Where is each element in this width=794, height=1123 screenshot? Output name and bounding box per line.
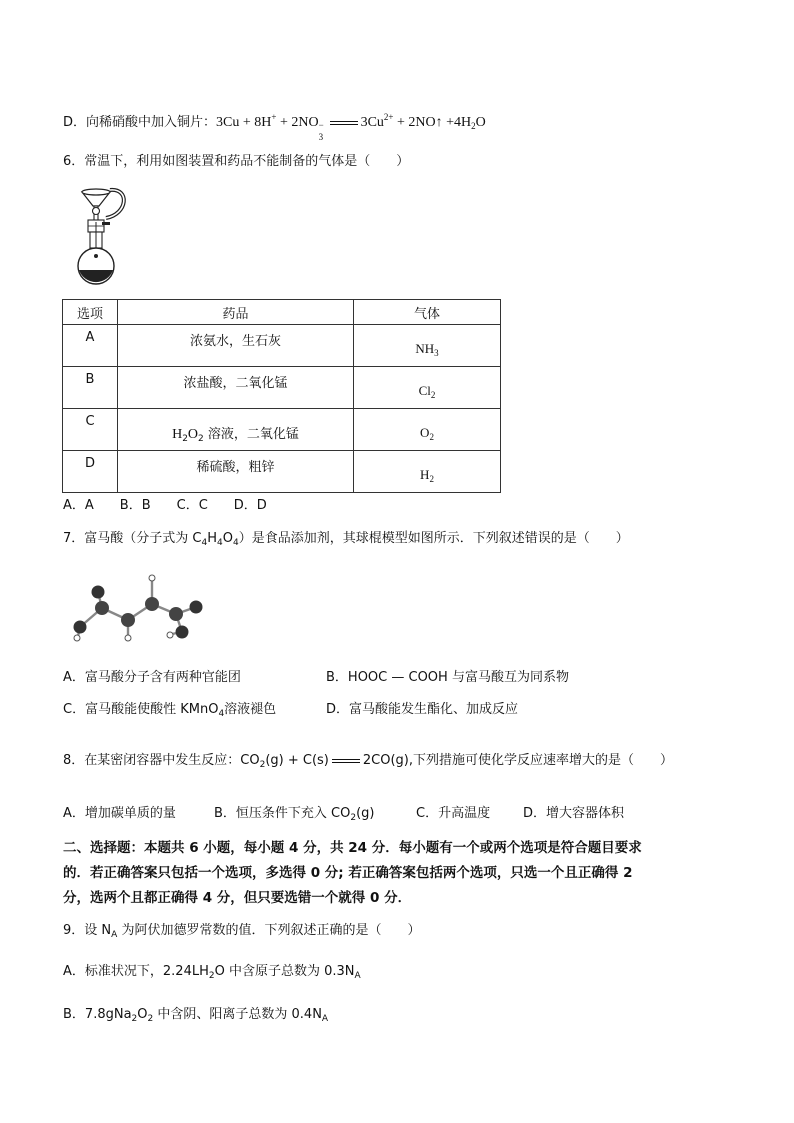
q9-b-mid: O [137, 1007, 148, 1022]
gas-sub: 2 [429, 474, 434, 484]
q7-stem [63, 530, 629, 552]
q9-stem-post: 为阿伏加德罗常数的值．下列叙述正确的是（ ） [117, 923, 421, 938]
q7-stem-pre: 7．富马酸（分子式为 C [63, 531, 202, 546]
q8-stem-post: ,下列措施可使化学反应速率增大的是（ ） [408, 753, 673, 768]
q7-option-d: D．富马酸能发生酯化、加成反应 [326, 702, 519, 717]
q5d-cu-sup: 2+ [383, 112, 394, 122]
q6-choices: A．A B．B C．C D．D [63, 498, 267, 513]
q5d-rhs1: 3Cu [360, 115, 384, 130]
q7-h: H [207, 531, 217, 546]
q8-mid: (g) + C(s) [265, 753, 329, 768]
section2-instructions-line1: 二、选择题：本题共 6 小题，每小题 4 分，共 24 分．每小题有一个或两个选项是符合题目要求 [63, 840, 642, 856]
table-row [63, 451, 501, 493]
equals-sign [330, 121, 358, 125]
q9-a-mid: O 中含原子总数为 0.3N [214, 964, 355, 979]
q7-c-post: 溶液褪色 [224, 702, 277, 717]
reagent-o: O [187, 427, 199, 442]
q5d-rhs2: + 2NO↑ +4H [393, 115, 472, 130]
header-reagent: 药品 [118, 300, 354, 325]
q5d-mid: + 2NO [276, 115, 319, 130]
q8-option-a: A．增加碳单质的量 [63, 806, 176, 821]
row-reagent: 稀硫酸，粗锌 [118, 451, 354, 493]
q5d-equation [216, 112, 486, 142]
q7-sub-h: 4 [217, 538, 223, 548]
row-option: C [63, 409, 118, 451]
reagent-post: 溶液，二氧化锰 [207, 427, 299, 442]
q5-option-d [63, 108, 486, 142]
row-option: D [63, 451, 118, 493]
q5d-lhs: 3Cu + 8H [216, 115, 272, 130]
gas-formula: O [420, 425, 430, 440]
q9-stem-pre: 9．设 N [63, 923, 112, 938]
q5d-no3-sup: − [318, 120, 324, 130]
fumaric-acid-ball-stick-model-image [68, 572, 218, 642]
q8-stem [63, 752, 673, 774]
gas-generator-apparatus-image [70, 184, 130, 288]
q7-option-c [63, 701, 276, 723]
q5d-h2o-sub: 2 [471, 121, 476, 131]
table-row [63, 325, 501, 367]
q8-b-pre: B．恒压条件下充入 CO [214, 806, 351, 821]
gas-sub: 2 [429, 432, 434, 442]
section2-instructions-line2: 的．若正确答案只包括一个选项，多选得 0 分; 若正确答案包括两个选项，只选一个且正确得 2 [63, 865, 633, 881]
q6-stem: 6．常温下，利用如图装置和药品不能制备的气体是（ ） [63, 154, 410, 169]
row-gas [354, 409, 501, 451]
q7-c-sub: 4 [218, 709, 225, 719]
q9-a-sub: 2 [208, 971, 215, 981]
q9-b-sub: 2 [131, 1014, 138, 1024]
q5d-h-sup: + [271, 112, 277, 122]
q9-a-sub2: A [354, 971, 361, 981]
row-option: A [63, 325, 118, 367]
table-row [63, 409, 501, 451]
header-gas: 气体 [354, 300, 501, 325]
q9-option-a [63, 963, 361, 985]
row-option: B [63, 367, 118, 409]
q8-b-post: (g) [356, 806, 375, 821]
q9-na-sub: A [111, 930, 118, 940]
row-gas [354, 367, 501, 409]
row-gas [354, 451, 501, 493]
q9-option-b [63, 1006, 328, 1028]
q5d-rhs3: O [475, 115, 486, 130]
q8-option-b [214, 805, 375, 827]
gas-sub: 3 [434, 348, 439, 358]
gas-formula: H [420, 467, 430, 482]
q7-o: O [222, 531, 233, 546]
table-header-row [63, 300, 501, 325]
q7-stem-post: ）是食品添加剂，其球棍模型如图所示．下列叙述错误的是（ ） [238, 531, 629, 546]
row-gas [354, 325, 501, 367]
q8-co2-sub: 2 [259, 760, 266, 770]
q7-c-pre: C．富马酸能使酸性 KMnO [63, 702, 219, 717]
q6-options-table [62, 299, 501, 493]
gas-formula: NH [415, 341, 435, 356]
reagent-sub2: 2 [198, 434, 204, 444]
q7-option-b: B．HOOC — COOH 与富马酸互为同系物 [326, 670, 569, 685]
q9-b-sub2: 2 [147, 1014, 154, 1024]
q5d-prefix: D．向稀硝酸中加入铜片： [63, 115, 217, 130]
q7-sub-o: 4 [232, 538, 239, 548]
row-reagent: 浓氨水，生石灰 [118, 325, 354, 367]
q9-stem [63, 922, 420, 944]
q8-b-sub: 2 [350, 813, 357, 823]
q7-option-a: A．富马酸分子含有两种官能团 [63, 670, 241, 685]
q8-rhs: 2CO(g) [362, 753, 409, 768]
equals-sign [332, 759, 360, 763]
row-reagent [118, 409, 354, 451]
q9-b-sub3: A [321, 1014, 329, 1024]
q8-stem-pre: 8．在某密闭容器中发生反应：CO [63, 753, 260, 768]
reagent-sub1: 2 [182, 434, 188, 444]
section2-instructions-line3: 分，选两个且都正确得 4 分，但只要选错一个就得 0 分． [63, 890, 412, 906]
q7-sub-c: 4 [201, 538, 208, 548]
gas-formula: Cl [418, 383, 431, 398]
q9-b-post: 中含阴、阳离子总数为 0.4N [153, 1007, 322, 1022]
q8-option-c: C．升高温度 [416, 806, 491, 821]
q9-a-pre: A．标准状况下，2.24LH [63, 964, 209, 979]
q9-b-pre: B．7.8gNa [63, 1007, 132, 1022]
table-row [63, 367, 501, 409]
gas-sub: 2 [430, 390, 436, 400]
row-reagent: 浓盐酸，二氧化锰 [118, 367, 354, 409]
q8-option-d: D．增大容器体积 [523, 806, 625, 821]
header-option: 选项 [63, 300, 118, 325]
q5d-no3-sub: 3 [318, 132, 324, 142]
reagent-h: H [172, 427, 183, 442]
